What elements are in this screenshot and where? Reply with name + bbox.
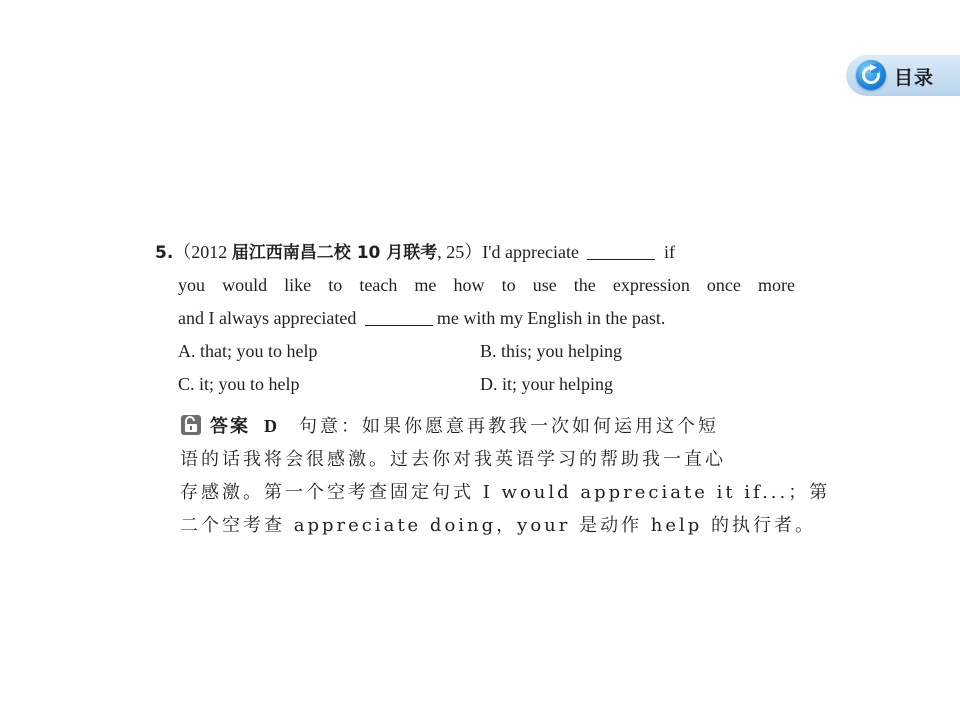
refresh-icon — [856, 60, 886, 90]
question-text-1b: if — [663, 242, 675, 262]
answer-key: D — [264, 416, 277, 436]
question-text-3b: me with my English in the past. — [436, 308, 666, 328]
answer-text-3: 存感激。第一个空考查固定句式 I would appreciate it if...；第 — [180, 482, 831, 503]
unlock-icon — [180, 414, 202, 436]
options-row-2 — [155, 368, 795, 401]
option-d: D. it; your helping — [480, 374, 613, 394]
source-open: （2012 — [173, 242, 232, 262]
toc-button[interactable] — [846, 54, 960, 96]
answer-text-2: 语的话我将会很感激。过去你对我英语学习的帮助我一直心 — [180, 449, 726, 470]
question-line-3 — [155, 302, 795, 335]
option-b: B. this; you helping — [480, 341, 623, 361]
question-source: 届江西南昌二校 10 月联考 — [231, 243, 438, 263]
option-a: A. that; you to help — [178, 341, 318, 361]
question-line-2: you would like to teach me how to use the expression once more — [178, 275, 795, 295]
answer-block — [180, 410, 831, 542]
options-row-1 — [155, 335, 795, 368]
source-close: , 25） — [437, 242, 483, 262]
answer-label: 答案 — [210, 416, 250, 437]
question-line-1 — [155, 236, 795, 269]
answer-text-1: 句意：如果你愿意再教我一次如何运用这个短 — [299, 416, 719, 437]
toc-label: 目录 — [894, 67, 935, 89]
question-block — [155, 236, 795, 401]
answer-text-4: 二个空考查 appreciate doing，your 是动作 help 的执行者。 — [180, 515, 817, 536]
option-c: C. it; you to help — [178, 374, 300, 394]
answer-line-1 — [180, 410, 796, 443]
blank-2 — [365, 307, 433, 326]
blank-1 — [587, 241, 655, 260]
question-text-1a: I'd appreciate — [482, 242, 579, 262]
question-text-3a: and I always appreciated — [178, 308, 357, 328]
question-number: 5. — [155, 243, 174, 263]
